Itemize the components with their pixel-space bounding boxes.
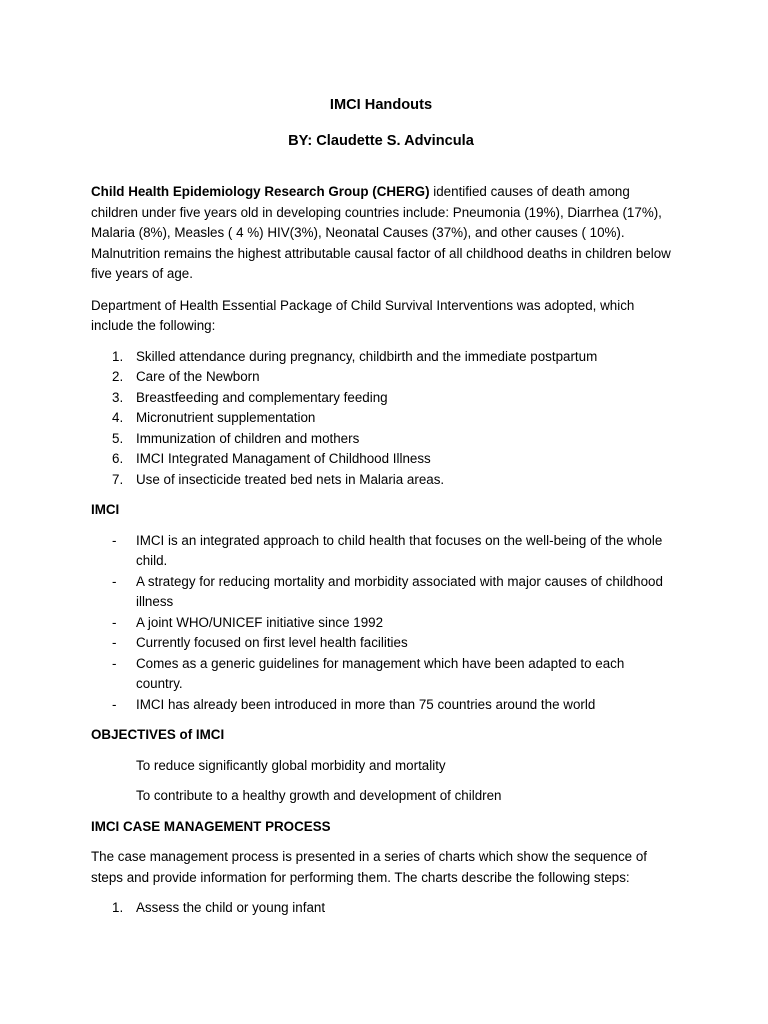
dash-bullet: -: [112, 532, 117, 548]
list-item: [91, 367, 671, 388]
objectives-heading: OBJECTIVES of IMCI: [91, 727, 225, 742]
process-steps-list: [91, 898, 671, 919]
list-item: [91, 429, 671, 450]
list-item: [91, 654, 671, 695]
list-number: 2.: [112, 369, 124, 384]
list-number: 5.: [112, 430, 124, 446]
list-item-text: Comes as a generic guidelines for management which have been adapted to each country.: [136, 655, 625, 691]
list-item: [91, 449, 671, 470]
list-item-text: IMCI is an integrated approach to child health that focuses on the well-being of the whole child.: [136, 532, 663, 568]
list-item: [91, 633, 671, 654]
list-item: [91, 531, 671, 572]
list-item-text: Skilled attendance during pregnancy, childbirth and the immediate postpartum: [136, 348, 598, 364]
list-item-text: Use of insecticide treated bed nets in Malaria areas.: [136, 471, 445, 487]
objective-item: To reduce significantly global morbidity and mortality: [136, 757, 446, 773]
list-number: 7.: [112, 471, 124, 487]
list-number: 6.: [112, 451, 124, 466]
dash-bullet: -: [112, 614, 117, 630]
intro-paragraph: [91, 182, 671, 285]
list-item-text: A strategy for reducing mortality and morbidity associated with major causes of childhood illness: [136, 573, 663, 609]
list-item-text: Currently focused on first level health facilities: [136, 635, 408, 650]
list-item: [91, 572, 671, 613]
list-item: [91, 470, 671, 491]
dash-bullet: -: [112, 635, 117, 650]
list-item-text: Micronutrient supplementation: [136, 410, 316, 425]
list-item-text: Assess the child or young infant: [136, 900, 326, 915]
list-item-text: Breastfeeding and complementary feeding: [136, 389, 388, 405]
list-item-text: A joint WHO/UNICEF initiative since 1992: [136, 614, 384, 630]
document-body: [91, 92, 671, 919]
page-title: IMCI Handouts: [329, 97, 433, 113]
list-number: 4.: [112, 410, 124, 425]
objective-item: To contribute to a healthy growth and development of children: [136, 788, 502, 803]
list-item-text: IMCI has already been introduced in more than 75 countries around the world: [136, 696, 596, 712]
cherg-bold-lead: Child Health Epidemiology Research Group (CHERG): [91, 184, 430, 199]
list-item-text: Immunization of children and mothers: [136, 430, 360, 446]
list-item-text: Care of the Newborn: [136, 369, 260, 384]
list-item: [91, 695, 671, 716]
list-item: [91, 613, 671, 634]
case-management-heading: IMCI CASE MANAGEMENT PROCESS: [91, 818, 331, 834]
list-item-text: IMCI Integrated Managament of Childhood Illness: [136, 451, 431, 466]
interventions-list: [91, 347, 671, 491]
imci-points-list: [91, 531, 671, 716]
list-number: 3.: [112, 389, 124, 405]
list-item: [91, 408, 671, 429]
list-number: 1.: [112, 348, 124, 364]
imci-heading: IMCI: [91, 502, 120, 517]
dept-paragraph: Department of Health Essential Package of Child Survival Interventions was adopted, which include the following:: [91, 297, 635, 333]
dash-bullet: -: [112, 573, 117, 589]
intro-text: identified causes of death among children under five years old in developing countries include: Pneumonia (19%), Diarrhea (17%), Malaria (8%), Measles ( 4 %) HIV(3%), Neonatal Causes (37%), and other causes ( 10%). Malnutrition remains the highest attributable causal factor of all childhood deaths in children below five years of age.: [91, 184, 671, 281]
list-item: [91, 388, 671, 409]
dash-bullet: -: [112, 696, 117, 712]
list-item: [91, 898, 671, 919]
list-number: 1.: [112, 900, 124, 915]
dash-bullet: -: [112, 655, 117, 671]
case-management-paragraph: The case management process is presented in a series of charts which show the sequence of steps and provide information for performing them. The charts describe the following steps:: [91, 849, 648, 885]
author-byline: BY: Claudette S. Advincula: [288, 133, 474, 149]
list-item: [91, 347, 671, 368]
